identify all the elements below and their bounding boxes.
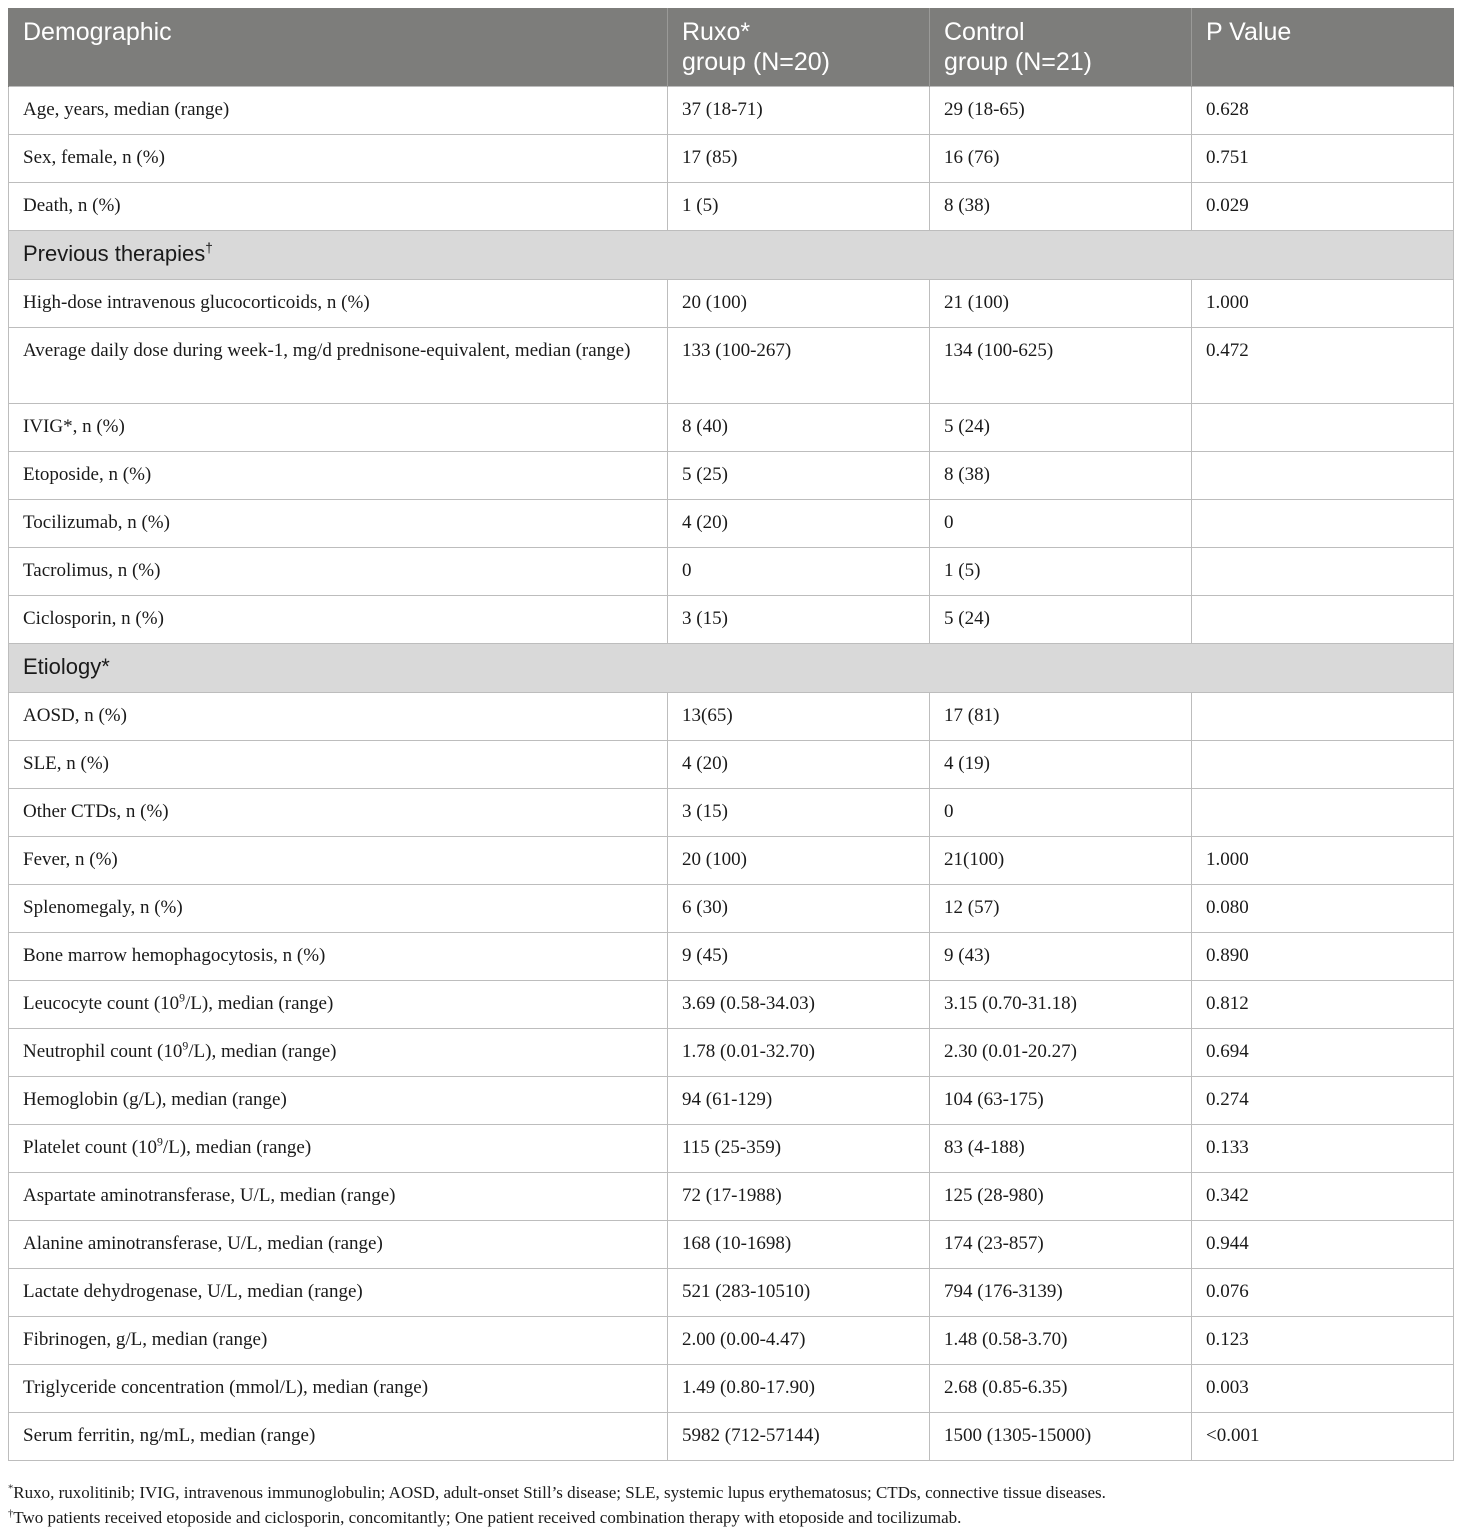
table-row bbox=[9, 933, 1454, 981]
table-row bbox=[9, 1317, 1454, 1365]
footnote-mark: † bbox=[8, 1508, 14, 1520]
table-row bbox=[9, 1173, 1454, 1221]
table-row bbox=[9, 741, 1454, 789]
row-label: Tacrolimus, n (%) bbox=[9, 548, 668, 596]
header-line: group (N=21) bbox=[944, 48, 1092, 76]
table-row bbox=[9, 596, 1454, 644]
p-value bbox=[1192, 404, 1454, 452]
p-value bbox=[1192, 452, 1454, 500]
control-value: 4 (19) bbox=[930, 741, 1192, 789]
section-row bbox=[9, 644, 1454, 693]
p-value: <0.001 bbox=[1192, 1413, 1454, 1461]
header-ruxo-group bbox=[668, 8, 930, 87]
row-label: Death, n (%) bbox=[9, 183, 668, 231]
p-value bbox=[1192, 693, 1454, 741]
table-row bbox=[9, 548, 1454, 596]
label-part: /L), median (range) bbox=[188, 1041, 337, 1062]
ruxo-value: 521 (283-10510) bbox=[668, 1269, 930, 1317]
ruxo-value: 1.49 (0.80-17.90) bbox=[668, 1365, 930, 1413]
header-line: Demographic bbox=[23, 18, 172, 46]
p-value: 0.472 bbox=[1192, 328, 1454, 404]
row-label: Other CTDs, n (%) bbox=[9, 789, 668, 837]
p-value: 0.890 bbox=[1192, 933, 1454, 981]
table-row bbox=[9, 981, 1454, 1029]
control-value: 1 (5) bbox=[930, 548, 1192, 596]
ruxo-value: 115 (25-359) bbox=[668, 1125, 930, 1173]
ruxo-value: 20 (100) bbox=[668, 837, 930, 885]
control-value: 16 (76) bbox=[930, 135, 1192, 183]
p-value: 0.076 bbox=[1192, 1269, 1454, 1317]
ruxo-value: 9 (45) bbox=[668, 933, 930, 981]
control-value: 134 (100-625) bbox=[930, 328, 1192, 404]
control-value: 0 bbox=[930, 500, 1192, 548]
control-value: 29 (18-65) bbox=[930, 87, 1192, 135]
label-part: /L), median (range) bbox=[185, 993, 334, 1014]
header-line: group (N=20) bbox=[682, 48, 830, 76]
row-label bbox=[9, 981, 668, 1029]
p-value: 0.751 bbox=[1192, 135, 1454, 183]
control-value: 2.30 (0.01-20.27) bbox=[930, 1029, 1192, 1077]
p-value: 0.812 bbox=[1192, 981, 1454, 1029]
table-row bbox=[9, 328, 1454, 404]
p-value bbox=[1192, 741, 1454, 789]
table-row bbox=[9, 1413, 1454, 1461]
row-label: SLE, n (%) bbox=[9, 741, 668, 789]
section-row bbox=[9, 231, 1454, 280]
p-value: 0.274 bbox=[1192, 1077, 1454, 1125]
label-part: Neutrophil count (10 bbox=[23, 1041, 183, 1062]
table-row bbox=[9, 1269, 1454, 1317]
row-label: Alanine aminotransferase, U/L, median (range) bbox=[9, 1221, 668, 1269]
header-line: Ruxo* bbox=[682, 18, 751, 46]
row-label: Fibrinogen, g/L, median (range) bbox=[9, 1317, 668, 1365]
p-value: 1.000 bbox=[1192, 837, 1454, 885]
ruxo-value: 133 (100-267) bbox=[668, 328, 930, 404]
ruxo-value: 1 (5) bbox=[668, 183, 930, 231]
footnote-text: Two patients received etoposide and ciclosporin, concomitantly; One patient received combination therapy with etoposide and tocilizumab. bbox=[13, 1508, 962, 1527]
ruxo-value: 168 (10-1698) bbox=[668, 1221, 930, 1269]
superscript-exponent: 9 bbox=[182, 1039, 189, 1053]
row-label: Hemoglobin (g/L), median (range) bbox=[9, 1077, 668, 1125]
ruxo-value: 1.78 (0.01-32.70) bbox=[668, 1029, 930, 1077]
row-label bbox=[9, 1029, 668, 1077]
table-body bbox=[9, 87, 1454, 1461]
footnote-marker: † bbox=[205, 240, 213, 256]
label-part: Leucocyte count (10 bbox=[23, 993, 180, 1014]
table-footnotes bbox=[8, 1480, 1453, 1530]
table-row bbox=[9, 135, 1454, 183]
baseline-characteristics-table bbox=[8, 8, 1454, 1461]
ruxo-value: 5 (25) bbox=[668, 452, 930, 500]
p-value: 0.029 bbox=[1192, 183, 1454, 231]
section-heading bbox=[9, 231, 1454, 280]
table-row bbox=[9, 693, 1454, 741]
ruxo-value: 17 (85) bbox=[668, 135, 930, 183]
table-row bbox=[9, 1125, 1454, 1173]
table-row bbox=[9, 87, 1454, 135]
section-heading bbox=[9, 644, 1454, 693]
p-value bbox=[1192, 596, 1454, 644]
table-row bbox=[9, 280, 1454, 328]
table-row bbox=[9, 452, 1454, 500]
control-value: 9 (43) bbox=[930, 933, 1192, 981]
ruxo-value: 4 (20) bbox=[668, 741, 930, 789]
table-row bbox=[9, 500, 1454, 548]
ruxo-value: 8 (40) bbox=[668, 404, 930, 452]
header-line: P Value bbox=[1206, 18, 1292, 46]
control-value: 12 (57) bbox=[930, 885, 1192, 933]
table-row bbox=[9, 183, 1454, 231]
row-label: Bone marrow hemophagocytosis, n (%) bbox=[9, 933, 668, 981]
p-value: 0.003 bbox=[1192, 1365, 1454, 1413]
control-value: 2.68 (0.85-6.35) bbox=[930, 1365, 1192, 1413]
ruxo-value: 6 (30) bbox=[668, 885, 930, 933]
table-row bbox=[9, 404, 1454, 452]
row-label: Triglyceride concentration (mmol/L), median (range) bbox=[9, 1365, 668, 1413]
row-label: Tocilizumab, n (%) bbox=[9, 500, 668, 548]
p-value: 0.123 bbox=[1192, 1317, 1454, 1365]
row-label: Splenomegaly, n (%) bbox=[9, 885, 668, 933]
control-value: 125 (28-980) bbox=[930, 1173, 1192, 1221]
section-label: Etiology* bbox=[23, 654, 110, 679]
row-label: Aspartate aminotransferase, U/L, median (range) bbox=[9, 1173, 668, 1221]
p-value: 0.133 bbox=[1192, 1125, 1454, 1173]
row-label: Average daily dose during week-1, mg/d prednisone-equivalent, median (range) bbox=[9, 328, 668, 404]
row-label: High-dose intravenous glucocorticoids, n (%) bbox=[9, 280, 668, 328]
row-label: Lactate dehydrogenase, U/L, median (range) bbox=[9, 1269, 668, 1317]
control-value: 21 (100) bbox=[930, 280, 1192, 328]
row-label bbox=[9, 1125, 668, 1173]
ruxo-value: 94 (61-129) bbox=[668, 1077, 930, 1125]
row-label: Age, years, median (range) bbox=[9, 87, 668, 135]
footnote bbox=[8, 1505, 1453, 1530]
section-label: Previous therapies bbox=[23, 241, 206, 266]
p-value: 0.694 bbox=[1192, 1029, 1454, 1077]
control-value: 17 (81) bbox=[930, 693, 1192, 741]
control-value: 3.15 (0.70-31.18) bbox=[930, 981, 1192, 1029]
p-value: 0.628 bbox=[1192, 87, 1454, 135]
ruxo-value: 37 (18-71) bbox=[668, 87, 930, 135]
ruxo-value: 13(65) bbox=[668, 693, 930, 741]
control-value: 1.48 (0.58-3.70) bbox=[930, 1317, 1192, 1365]
control-value: 0 bbox=[930, 789, 1192, 837]
control-value: 8 (38) bbox=[930, 183, 1192, 231]
row-label: AOSD, n (%) bbox=[9, 693, 668, 741]
ruxo-value: 3 (15) bbox=[668, 789, 930, 837]
header-control-group bbox=[930, 8, 1192, 87]
p-value: 0.080 bbox=[1192, 885, 1454, 933]
ruxo-value: 3.69 (0.58-34.03) bbox=[668, 981, 930, 1029]
footnote bbox=[8, 1480, 1453, 1505]
control-value: 174 (23-857) bbox=[930, 1221, 1192, 1269]
ruxo-value: 20 (100) bbox=[668, 280, 930, 328]
row-label: Sex, female, n (%) bbox=[9, 135, 668, 183]
control-value: 8 (38) bbox=[930, 452, 1192, 500]
p-value: 0.944 bbox=[1192, 1221, 1454, 1269]
ruxo-value: 0 bbox=[668, 548, 930, 596]
label-part: Platelet count (10 bbox=[23, 1137, 158, 1158]
baseline-characteristics-table-wrapper bbox=[8, 8, 1453, 1461]
table-row bbox=[9, 837, 1454, 885]
footnote-text: Ruxo, ruxolitinib; IVIG, intravenous immunoglobulin; AOSD, adult-onset Still’s disease; SLE, systemic lupus erythematosus; CTDs, connective tissue diseases. bbox=[13, 1483, 1106, 1502]
row-label: Fever, n (%) bbox=[9, 837, 668, 885]
ruxo-value: 3 (15) bbox=[668, 596, 930, 644]
control-value: 5 (24) bbox=[930, 404, 1192, 452]
table-row bbox=[9, 1365, 1454, 1413]
superscript-exponent: 9 bbox=[157, 1135, 163, 1149]
header-p-value bbox=[1192, 8, 1454, 87]
table-row bbox=[9, 789, 1454, 837]
row-label: Serum ferritin, ng/mL, median (range) bbox=[9, 1413, 668, 1461]
superscript-exponent: 9 bbox=[179, 991, 186, 1005]
table-row bbox=[9, 1029, 1454, 1077]
footnote-mark: * bbox=[8, 1483, 14, 1495]
header-demographic bbox=[9, 8, 668, 87]
control-value: 21(100) bbox=[930, 837, 1192, 885]
table-row bbox=[9, 1221, 1454, 1269]
control-value: 1500 (1305-15000) bbox=[930, 1413, 1192, 1461]
control-value: 5 (24) bbox=[930, 596, 1192, 644]
p-value bbox=[1192, 500, 1454, 548]
p-value: 0.342 bbox=[1192, 1173, 1454, 1221]
ruxo-value: 4 (20) bbox=[668, 500, 930, 548]
p-value: 1.000 bbox=[1192, 280, 1454, 328]
table-header-row bbox=[9, 8, 1454, 87]
control-value: 104 (63-175) bbox=[930, 1077, 1192, 1125]
row-label: Etoposide, n (%) bbox=[9, 452, 668, 500]
control-value: 83 (4-188) bbox=[930, 1125, 1192, 1173]
table-row bbox=[9, 885, 1454, 933]
ruxo-value: 5982 (712-57144) bbox=[668, 1413, 930, 1461]
p-value bbox=[1192, 789, 1454, 837]
ruxo-value: 2.00 (0.00-4.47) bbox=[668, 1317, 930, 1365]
row-label: IVIG*, n (%) bbox=[9, 404, 668, 452]
row-label: Ciclosporin, n (%) bbox=[9, 596, 668, 644]
p-value bbox=[1192, 548, 1454, 596]
label-part: /L), median (range) bbox=[162, 1137, 312, 1158]
table-row bbox=[9, 1077, 1454, 1125]
ruxo-value: 72 (17-1988) bbox=[668, 1173, 930, 1221]
header-line: Control bbox=[944, 18, 1025, 46]
control-value: 794 (176-3139) bbox=[930, 1269, 1192, 1317]
